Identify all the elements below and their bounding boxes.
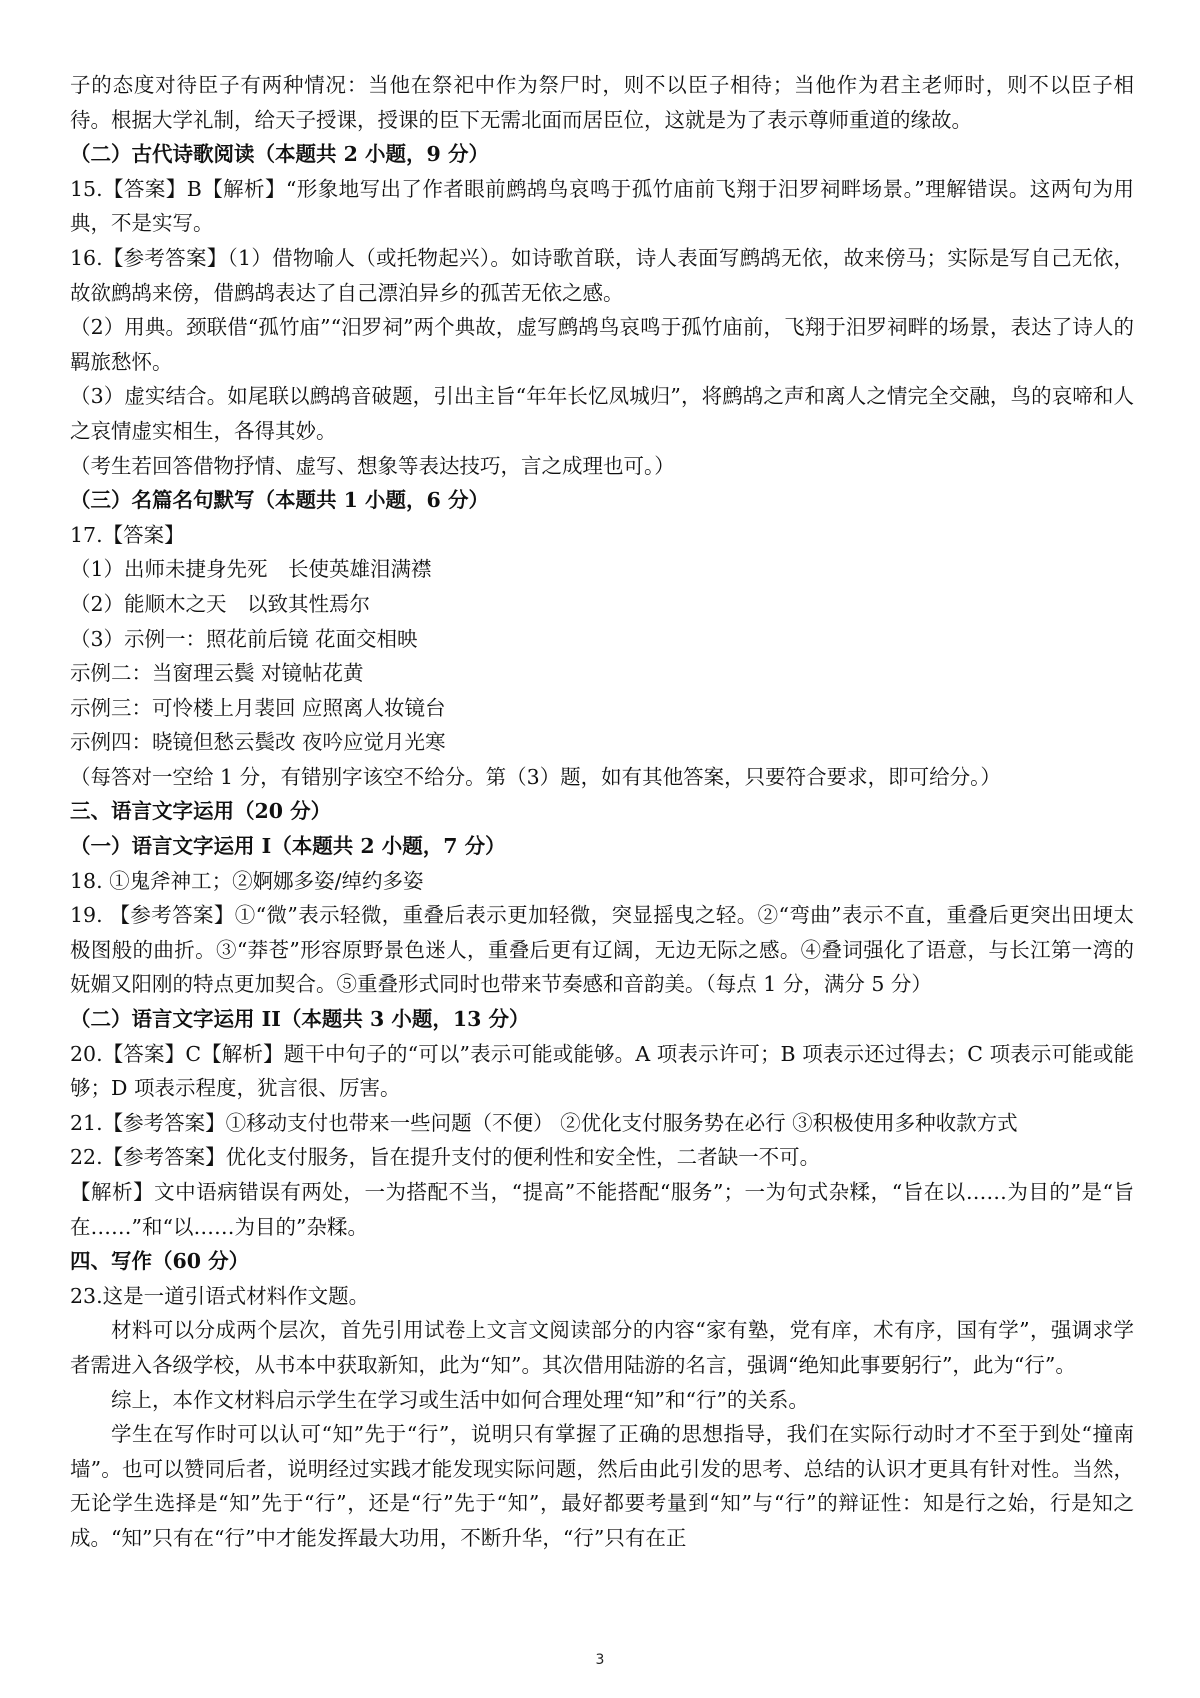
section-heading-poetry: （二）古代诗歌阅读（本题共 2 小题，9 分） — [70, 142, 489, 167]
answer-18: 18. ①鬼斧神工；②婀娜多姿/绰约多姿 — [70, 868, 424, 893]
section-heading-language: 三、语言文字运用（20 分） — [70, 799, 332, 824]
answer-20: 20.【答案】C【解析】题干中句子的“可以”表示可能或能够。A 项表示许可；B 项表示还过得去；C 项表示可能或能够；D 项表示程度，犹言很、厉害。 — [70, 1041, 1134, 1101]
answer-17-example-3: 示例三：可怜楼上月裴回 应照离人妆镜台 — [70, 695, 446, 720]
answer-23-paragraph-1: 材料可以分成两个层次，首先引用试卷上文言文阅读部分的内容“家有塾，党有庠，术有序，国有学”，强调求学者需进入各级学校，从书本中获取新知，此为“知”。其次借用陆游的名言，强调“绝知此事要躬行”，此为“行”。 — [70, 1318, 1134, 1377]
subsection-heading-language-1: （一）语言文字运用 I（本题共 2 小题，7 分） — [70, 834, 506, 859]
subsection-heading-language-2: （二）语言文字运用 II（本题共 3 小题，13 分） — [70, 1007, 530, 1032]
answer-23-paragraph-3: 学生在写作时可以认可“知”先于“行”，说明只有掌握了正确的思想指导，我们在实际行动时才不至于到处“撞南墙”。也可以赞同后者，说明经过实践才能发现实际问题，然后由此引发的思考、总结的认识才更具有针对性。当然，无论学生选择是“知”先于“行”，还是“行”先于“知”，最好都要考量到“知”与“行”的辩证性：知是行之始，行是知之成。“知”只有在“行”中才能发挥最大功用，不断升华，“行”只有在正 — [70, 1422, 1134, 1550]
answer-22-analysis: 【解析】文中语病错误有两处，一为搭配不当，“提高”不能搭配“服务”；一为句式杂糅，“旨在以……为目的”是“旨在……”和“以……为目的”杂糅。 — [70, 1180, 1134, 1239]
section-heading-recitation: （三）名篇名句默写（本题共 1 小题，6 分） — [70, 488, 489, 513]
answer-17-item-2: （2）能顺木之天 以致其性焉尔 — [70, 591, 371, 616]
answer-21: 21.【参考答案】①移动支付也带来一些问题（不便） ②优化支付服务势在必行 ③积极使用多种收款方式 — [70, 1110, 1018, 1135]
answer-22: 22.【参考答案】优化支付服务，旨在提升支付的便利性和安全性，二者缺一不可。 — [70, 1145, 821, 1170]
answer-17-example-4: 示例四：晓镜但愁云鬓改 夜吟应觉月光寒 — [70, 730, 446, 755]
answer-16-point-2: （2）用典。颈联借“孤竹庙”“汨罗祠”两个典故，虚写鹧鸪鸟哀鸣于孤竹庙前，飞翔于汨罗祠畔的场景，表达了诗人的羁旅愁怀。 — [70, 315, 1134, 374]
answer-23-paragraph-2: 综上，本作文材料启示学生在学习或生活中如何合理处理“知”和“行”的关系。 — [111, 1387, 809, 1412]
document-body — [70, 68, 1134, 1556]
answer-23-title: 23.这是一道引语式材料作文题。 — [70, 1283, 370, 1308]
answer-17-example-2: 示例二：当窗理云鬓 对镜帖花黄 — [70, 661, 364, 686]
page-number: 3 — [595, 1652, 605, 1668]
answer-17-title: 17.【答案】 — [70, 522, 185, 547]
answer-17-item-3: （3）示例一：照花前后镜 花面交相映 — [70, 626, 418, 651]
answer-16-point-3: （3）虚实结合。如尾联以鹧鸪音破题，引出主旨“年年长忆凤城归”，将鹧鸪之声和离人之情完全交融，鸟的哀啼和人之哀情虚实相生，各得其妙。 — [70, 384, 1134, 443]
answer-16-note: （考生若回答借物抒情、虚写、想象等表达技巧，言之成理也可。） — [70, 453, 675, 478]
answer-17-scoring: （每答对一空给 1 分，有错别字该空不给分。第（3）题，如有其他答案，只要符合要求，即可给分。） — [70, 764, 1001, 789]
answer-15: 15.【答案】B【解析】“形象地写出了作者眼前鹧鸪鸟哀鸣于孤竹庙前飞翔于汨罗祠畔场景。”理解错误。这两句为用典，不是实写。 — [70, 176, 1134, 236]
section-heading-writing: 四、写作（60 分） — [70, 1249, 250, 1274]
answer-17-item-1: （1）出师未捷身先死 长使英雄泪满襟 — [70, 557, 432, 582]
answer-19: 19. 【参考答案】①“微”表示轻微，重叠后表示更加轻微，突显摇曳之轻。②“弯曲”表示不直，重叠后更突出田埂太极图般的曲折。③“莽苍”形容原野景色迷人，重叠后更有辽阔，无边无际之感。④叠词强化了语意，与长江第一湾的妩媚又阳刚的特点更加契合。⑤重叠形式同时也带来节奏感和音韵美。（每点 1 分，满分 5 分） — [70, 903, 1134, 997]
answer-16: 16.【参考答案】（1）借物喻人（或托物起兴）。如诗歌首联，诗人表面写鹧鸪无依，故来傍马；实际是写自己无依，故欲鹧鸪来傍，借鹧鸪表达了自己漂泊异乡的孤苦无依之感。 — [70, 245, 1134, 305]
paragraph-continuation: 子的态度对待臣子有两种情况：当他在祭祀中作为祭尸时，则不以臣子相待；当他作为君主老师时，则不以臣子相待。根据大学礼制，给天子授课，授课的臣下无需北面而居臣位，这就是为了表示尊师重道的缘故。 — [70, 73, 1134, 132]
